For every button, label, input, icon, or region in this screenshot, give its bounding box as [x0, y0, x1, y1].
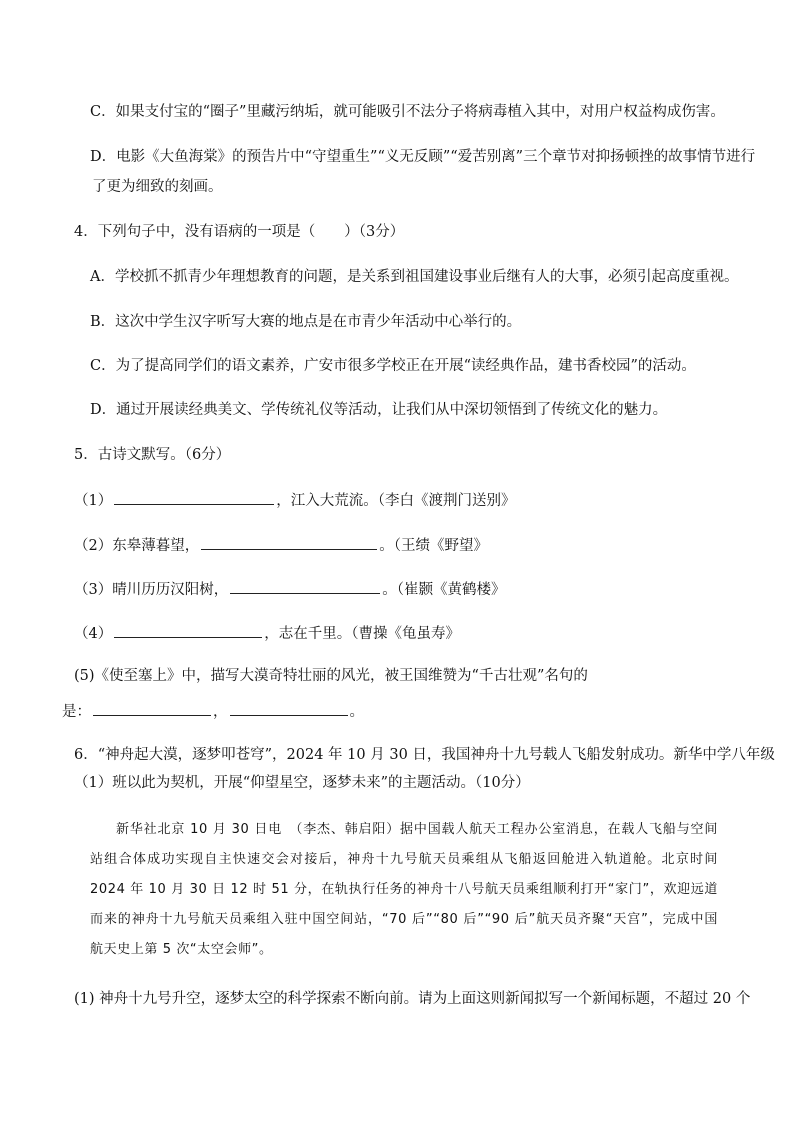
q4-option-b: B．这次中学生汉字听写大赛的地点是在市青少年活动中心举行的。 — [90, 314, 522, 330]
q5-item-2 — [0, 534, 794, 556]
answer-blank[interactable] — [230, 700, 348, 716]
q5-item5-end: 。 — [349, 704, 364, 720]
answer-blank[interactable] — [230, 578, 380, 594]
q6-news-passage: 新华社北京 10 月 30 日电 （李杰、韩启阳）据中国载人航天工程办公室消息，在载人飞船与空间站组合体成功实现自主快速交会对接后，神舟十九号航天员乘组从飞船返回舱进入轨道舱。北京时间 2024 年 10 月 30 日 12 时 51 分，在轨执行任务的神舟十八号航天员乘组顺利打开“家门”，欢迎远道而来的神舟十九号航天员乘组入驻中国空间站，“70 后”“80 后”“90 后”航天员齐聚“天宫”，完成中国航天史上第 5 次“太空会师”。 — [90, 822, 718, 957]
q5-item-3 — [0, 578, 794, 600]
q3-option-c: C．如果支付宝的“圈子”里藏污纳垢，就可能吸引不法分子将病毒植入其中，对用户权益构成伤害。 — [90, 104, 725, 120]
q5-item1-text: ，江入大荒流。（李白《渡荆门送别》 — [276, 493, 516, 509]
q3-option-d-line2: 了更为细致的刻画。 — [92, 179, 223, 195]
q5-item1-number: （1） — [74, 493, 113, 509]
answer-blank[interactable] — [201, 534, 377, 550]
q5-item-5-line1: (5)《使至塞上》中，描写大漠奇特壮丽的风光，被王国维赞为“千古壮观”名句的 — [74, 668, 588, 684]
q5-item4-text: ，志在千里。（曹操《龟虽寿》 — [264, 626, 460, 642]
answer-blank[interactable] — [114, 489, 274, 505]
q5-item4-number: （4） — [74, 626, 113, 642]
answer-blank[interactable] — [93, 700, 211, 716]
q6-stem-line2: （1）班以此为契机，开展“仰望星空，逐梦未来”的主题活动。（10分） — [74, 775, 530, 791]
q5-item2-text: （2）东皋薄暮望， — [74, 538, 200, 554]
q4-option-d: D．通过开展读经典美文、学传统礼仪等活动，让我们从中深切领悟到了传统文化的魅力。 — [90, 402, 668, 418]
q5-item-1 — [0, 489, 794, 511]
q3-option-d-line1: D．电影《大鱼海棠》的预告片中“守望重生”“义无反顾”“爱苦别离”三个章节对抑扬顿挫的故事情节进行 — [90, 149, 756, 165]
q5-item5-separator: ， — [213, 704, 228, 720]
q6-sub-question-1: (1) 神舟十九号升空，逐梦太空的科学探索不断向前。请为上面这则新闻拟写一个新闻标题，不超过 20 个 — [74, 991, 751, 1007]
q5-item3-tail: 。（崔颢《黄鹤楼》 — [382, 582, 506, 598]
q5-item-4 — [0, 622, 794, 644]
q5-stem: 5．古诗文默写。（6分） — [74, 447, 231, 463]
answer-blank[interactable] — [114, 622, 262, 638]
q4-option-c: C．为了提高同学们的语文素养，广安市很多学校正在开展“读经典作品，建书香校园”的活动。 — [90, 358, 696, 374]
q4-stem: 4．下列句子中，没有语病的一项是（ ）（3分） — [74, 224, 405, 240]
q5-item5-text: 是： — [62, 704, 91, 720]
q5-item3-text: （3）晴川历历汉阳树， — [74, 582, 229, 598]
q4-option-a: A．学校抓不抓青少年理想教育的问题，是关系到祖国建设事业后继有人的大事，必须引起高度重视。 — [90, 269, 739, 285]
q6-stem-line1: 6．“神舟起大漠，逐梦叩苍穹”，2024 年 10 月 30 日，我国神舟十九号载人飞船发射成功。新华中学八年级 — [74, 747, 775, 763]
q5-item2-tail: 。（王绩《野望》 — [379, 538, 488, 554]
q5-item-5-line2 — [0, 700, 794, 722]
